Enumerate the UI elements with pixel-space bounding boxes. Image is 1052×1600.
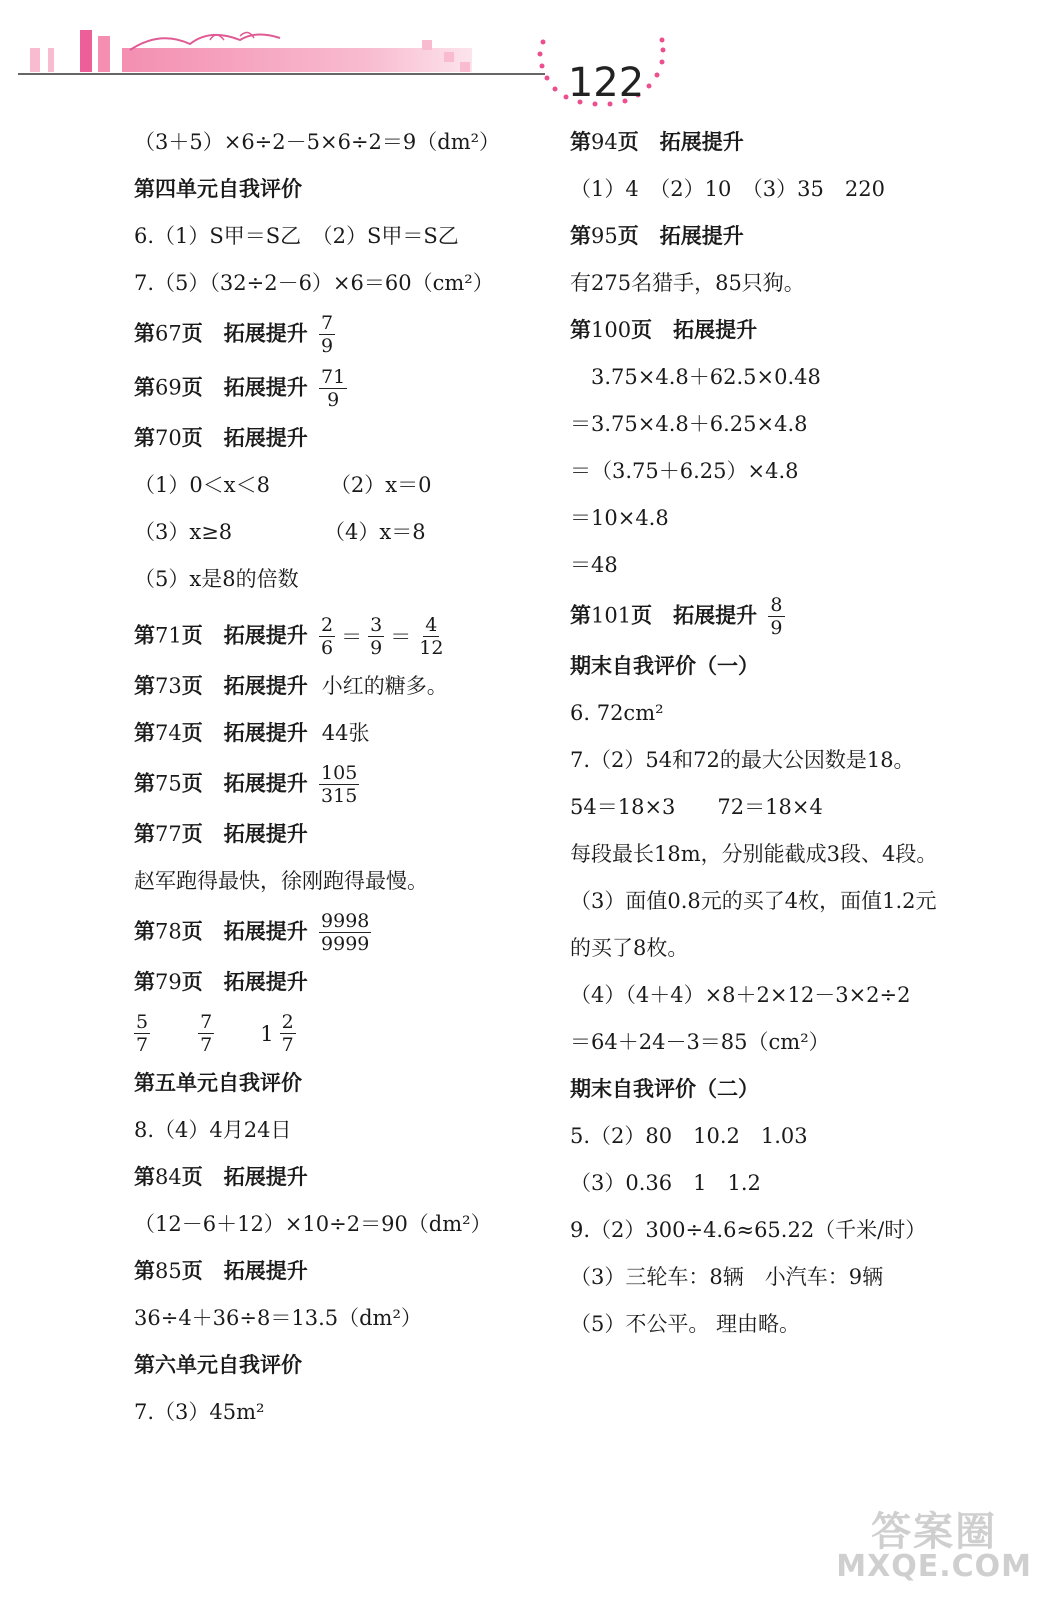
answer-line: 5.（2）80 10.2 1.03 (570, 1124, 808, 1148)
denominator: 9 (770, 617, 783, 639)
answer-line: 9.（2）300÷4.6≈65.22（千米/时） (570, 1218, 927, 1242)
heading-suffix: 页 拓展提升 (631, 603, 758, 628)
fraction (319, 614, 335, 659)
answer-line: 7.（2）54和72的最大公因数是18。 (570, 748, 915, 772)
heading-suffix: 页 拓展提升 (181, 375, 308, 400)
page-ref: 100 (591, 318, 632, 342)
heading-suffix: 页 拓展提升 (181, 919, 308, 944)
page-69-heading (134, 366, 534, 420)
page-70-heading (134, 420, 534, 467)
page-ref: 77 (155, 822, 182, 846)
calc-line: ＝10×4.8 (570, 506, 669, 530)
heading-suffix: 页 拓展提升 (631, 318, 758, 342)
page-ref: 73 (155, 674, 182, 698)
heading-prefix: 第 (134, 970, 155, 994)
heading-suffix: 页 拓展提升 (181, 674, 308, 698)
answer-line: 6.（1）S甲＝S乙 （2）S甲＝S乙 (134, 224, 459, 248)
page-ref: 69 (155, 375, 182, 400)
section-heading: 期末自我评价（二） (570, 1077, 759, 1101)
denominator: 9 (370, 637, 383, 659)
answer-line: 每段最长18m，分别能截成3段、4段。 (570, 842, 938, 866)
watermark (836, 1509, 1032, 1584)
denominator: 7 (200, 1034, 213, 1056)
page-77-heading (134, 816, 534, 863)
numerator: 2 (281, 1011, 294, 1033)
heading-prefix: 第 (134, 674, 155, 698)
page-ref: 70 (155, 426, 182, 450)
answer-line: 的买了8枚。 (570, 936, 689, 960)
watermark-bottom: MXQE.COM (836, 1549, 1032, 1584)
heading-prefix: 第 (134, 321, 155, 346)
answer-line: （3＋5）×6÷2－5×6÷2＝9（dm²） (134, 130, 501, 154)
answer-line (134, 514, 534, 561)
answer-line: （12－6＋12）×10÷2＝90（dm²） (134, 1212, 492, 1236)
page-79-heading (134, 964, 534, 1011)
heading-suffix: 页 拓展提升 (181, 970, 308, 994)
equals-sign: ＝ (341, 624, 363, 649)
answer-line: （3）面值0.8元的买了4枚，面值1.2元 (570, 889, 937, 913)
heading-prefix: 第 (134, 375, 155, 400)
whole-number: 1 (260, 1021, 274, 1046)
calc-line: ＝48 (570, 553, 618, 577)
numerator: 9998 (321, 910, 370, 932)
heading-prefix: 第 (570, 603, 591, 628)
answer-line: 6. 72cm² (570, 701, 664, 725)
answer-part: （3）x≥8 (134, 520, 233, 544)
heading-suffix: 页 拓展提升 (181, 1259, 308, 1283)
watermark-top: 答案圈 (871, 1509, 998, 1555)
page-100-heading (570, 312, 1010, 359)
numerator: 8 (770, 594, 783, 616)
fraction (134, 1011, 150, 1056)
heading-suffix: 页 拓展提升 (181, 721, 308, 745)
header-decoration (0, 0, 1052, 120)
answer-line: 7.（3）45m² (134, 1400, 265, 1424)
fraction (280, 1011, 296, 1056)
page-74-heading (134, 715, 534, 762)
heading-prefix: 第 (570, 318, 591, 342)
page-94-heading (570, 124, 1010, 171)
fraction (368, 614, 384, 659)
page-ref: 95 (591, 224, 618, 248)
heading-suffix: 页 拓展提升 (181, 822, 308, 846)
answer-text: 小红的糖多。 (321, 674, 448, 698)
numerator: 5 (136, 1011, 149, 1033)
page-ref: 74 (155, 721, 182, 745)
section-heading: 第四单元自我评价 (134, 177, 302, 201)
denominator: 7 (136, 1034, 149, 1056)
denominator: 9 (321, 335, 334, 357)
calc-line: 3.75×4.8＋62.5×0.48 (570, 365, 821, 389)
answer-text: 44张 (321, 721, 370, 745)
fraction (198, 1011, 214, 1056)
answer-line: 赵军跑得最快，徐刚跑得最慢。 (134, 869, 428, 893)
heading-prefix: 第 (134, 721, 155, 745)
page-ref: 71 (155, 623, 182, 648)
page-ref: 84 (155, 1165, 182, 1189)
answer-line (134, 1011, 534, 1065)
answer-line: （1）4 （2）10 （3）35 220 (570, 177, 885, 201)
denominator: 9 (327, 389, 340, 411)
answer-line: 8.（4）4月24日 (134, 1118, 292, 1142)
answer-line: 有275名猎手，85只狗。 (570, 271, 805, 295)
heading-suffix: 页 拓展提升 (617, 130, 744, 154)
page-95-heading (570, 218, 1010, 265)
equals-sign: ＝ (390, 624, 412, 649)
page-ref: 75 (155, 771, 182, 796)
heading-prefix: 第 (134, 919, 155, 944)
section-heading: 期末自我评价（一） (570, 654, 759, 678)
heading-suffix: 页 拓展提升 (181, 321, 308, 346)
page-ref: 94 (591, 130, 618, 154)
section-heading: 第五单元自我评价 (134, 1071, 302, 1095)
heading-prefix: 第 (570, 224, 591, 248)
numerator: 7 (200, 1011, 213, 1033)
page-78-heading (134, 910, 534, 964)
numerator: 4 (425, 614, 438, 636)
answer-line: （3）0.36 1 1.2 (570, 1171, 761, 1195)
heading-suffix: 页 拓展提升 (181, 623, 308, 648)
answer-line: （5）x是8的倍数 (134, 567, 299, 591)
left-column (134, 124, 534, 1441)
heading-prefix: 第 (134, 623, 155, 648)
heading-suffix: 页 拓展提升 (181, 771, 308, 796)
heading-suffix: 页 拓展提升 (181, 1165, 308, 1189)
page-ref: 79 (155, 970, 182, 994)
answer-line: ＝64＋24－3＝85（cm²） (570, 1030, 830, 1054)
answer-part: （2）x＝0 (329, 473, 432, 497)
denominator: 12 (419, 637, 444, 659)
heading-prefix: 第 (134, 771, 155, 796)
heading-prefix: 第 (134, 1259, 155, 1283)
heading-prefix: 第 (134, 822, 155, 846)
numerator: 2 (321, 614, 334, 636)
fraction (417, 614, 445, 659)
page-67-heading (134, 312, 534, 366)
denominator: 315 (321, 785, 358, 807)
fraction (768, 594, 784, 639)
answer-line: 36÷4＋36÷8＝13.5（dm²） (134, 1306, 422, 1330)
fraction (319, 910, 371, 955)
answer-line: （4）（4＋4）×8＋2×12－3×2÷2 (570, 983, 911, 1007)
numerator: 7 (321, 312, 334, 334)
heading-prefix: 第 (570, 130, 591, 154)
calc-line: ＝3.75×4.8＋6.25×4.8 (570, 412, 808, 436)
denominator: 6 (321, 637, 334, 659)
numerator: 3 (370, 614, 383, 636)
numerator: 71 (321, 366, 346, 388)
denominator: 7 (281, 1034, 294, 1056)
page-number: 122 (567, 60, 645, 106)
answer-line: （3）三轮车：8辆 小汽车：9辆 (570, 1265, 884, 1289)
page-84-heading (134, 1159, 534, 1206)
page-73-heading (134, 668, 534, 715)
heading-prefix: 第 (134, 1165, 155, 1189)
page-101-heading (570, 594, 1010, 648)
page-ref: 85 (155, 1259, 182, 1283)
page-75-heading (134, 762, 534, 816)
fraction (319, 366, 347, 411)
heading-suffix: 页 拓展提升 (617, 224, 744, 248)
right-column (570, 124, 1010, 1353)
answer-line (134, 467, 534, 514)
page-71-heading (134, 614, 534, 668)
numerator: 105 (321, 762, 358, 784)
answer-line: 7.（5）（32÷2－6）×6＝60（cm²） (134, 271, 494, 295)
fraction (319, 312, 335, 357)
heading-suffix: 页 拓展提升 (181, 426, 308, 450)
page-85-heading (134, 1253, 534, 1300)
page-ref: 67 (155, 321, 182, 346)
page-ref: 101 (591, 603, 632, 628)
heading-prefix: 第 (134, 426, 155, 450)
fraction (319, 762, 359, 807)
calc-line: ＝（3.75＋6.25）×4.8 (570, 459, 799, 483)
answer-line: （5）不公平。 理由略。 (570, 1312, 801, 1336)
answer-line: 54＝18×3 72＝18×4 (570, 795, 823, 819)
page-ref: 78 (155, 919, 182, 944)
answer-part: （1）0＜x＜8 (134, 473, 270, 497)
denominator: 9999 (321, 933, 370, 955)
answer-part: （4）x＝8 (324, 520, 426, 544)
section-heading: 第六单元自我评价 (134, 1353, 302, 1377)
